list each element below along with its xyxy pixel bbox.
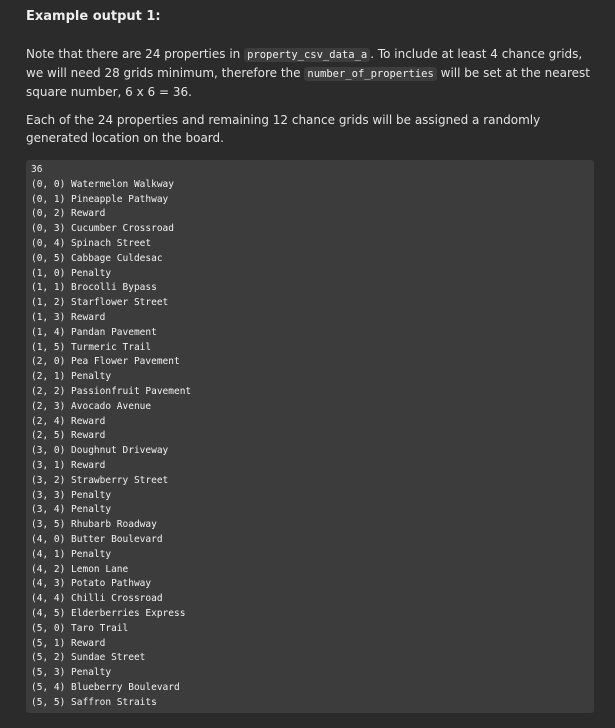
grid-location-line: (1, 4) Pandan Pavement — [31, 326, 157, 338]
grid-location-line: (1, 1) Brocolli Bypass — [31, 282, 157, 294]
grid-location-line: (2, 0) Pea Flower Pavement — [31, 356, 180, 368]
grid-location-line: (2, 5) Reward — [31, 430, 106, 442]
grid-location-line: (5, 0) Taro Trail — [31, 622, 129, 634]
grid-location-line: (5, 1) Reward — [31, 637, 106, 649]
grid-location-line: (0, 4) Spinach Street — [31, 237, 152, 249]
grid-location-line: (5, 4) Blueberry Boulevard — [31, 681, 180, 693]
grid-location-line: (1, 5) Turmeric Trail — [31, 341, 152, 353]
grid-location-line: (4, 5) Elderberries Express — [31, 607, 186, 619]
grid-location-line: (1, 3) Reward — [31, 311, 106, 323]
grid-location-line: (4, 4) Chilli Crossroad — [31, 593, 163, 605]
paragraph-text: Note that there are 24 properties in — [26, 47, 245, 61]
explanation-paragraph — [26, 45, 596, 101]
grid-location-line: (1, 2) Starflower Street — [31, 297, 169, 309]
grid-location-line: (3, 0) Doughnut Driveway — [31, 445, 169, 457]
grid-location-line: (0, 0) Watermelon Walkway — [31, 178, 174, 190]
grid-location-line: (3, 3) Penalty — [31, 489, 112, 501]
code-output-block[interactable] — [26, 160, 594, 713]
grid-location-line: (5, 3) Penalty — [31, 667, 112, 679]
grid-location-line: (2, 4) Reward — [31, 415, 106, 427]
inline-code-number-of-properties: number_of_properties — [304, 67, 436, 81]
grid-location-line: (3, 2) Strawberry Street — [31, 474, 169, 486]
paragraph-text: will be set at the nearest square number, 6 x 6 = 36. — [26, 66, 590, 99]
grid-count-line: 36 — [31, 164, 43, 175]
grid-location-line: (2, 3) Avocado Avenue — [31, 400, 152, 412]
paragraph-text: . To include at least 4 chance grids, we will need 28 grids minimum, therefore the — [26, 47, 583, 80]
grid-location-line: (4, 1) Penalty — [31, 548, 112, 560]
grid-location-line: (3, 4) Penalty — [31, 504, 112, 516]
assignment-paragraph: Each of the 24 properties and remaining 12 chance grids will be assigned a randomly generated location on the board. — [26, 113, 541, 145]
grid-location-line: (5, 5) Saffron Straits — [31, 696, 157, 708]
grid-location-line: (0, 5) Cabbage Culdesac — [31, 252, 163, 264]
grid-location-line: (2, 1) Penalty — [31, 371, 112, 383]
grid-location-line: (0, 1) Pineapple Pathway — [31, 193, 169, 205]
grid-location-line: (4, 3) Potato Pathway — [31, 578, 152, 590]
grid-location-line: (2, 2) Passionfruit Pavement — [31, 385, 192, 397]
grid-location-line: (0, 3) Cucumber Crossroad — [31, 223, 174, 235]
grid-location-line: (3, 1) Reward — [31, 459, 106, 471]
grid-location-line: (4, 2) Lemon Lane — [31, 563, 129, 575]
grid-location-line: (4, 0) Butter Boulevard — [31, 533, 163, 545]
grid-location-line: (1, 0) Penalty — [31, 267, 112, 279]
section-heading: Example output 1: — [26, 9, 161, 24]
grid-location-line: (0, 2) Reward — [31, 208, 106, 220]
inline-code-csv-data: property_csv_data_a — [244, 48, 370, 62]
grid-location-line: (5, 2) Sundae Street — [31, 652, 146, 664]
grid-location-line: (3, 5) Rhubarb Roadway — [31, 519, 157, 531]
